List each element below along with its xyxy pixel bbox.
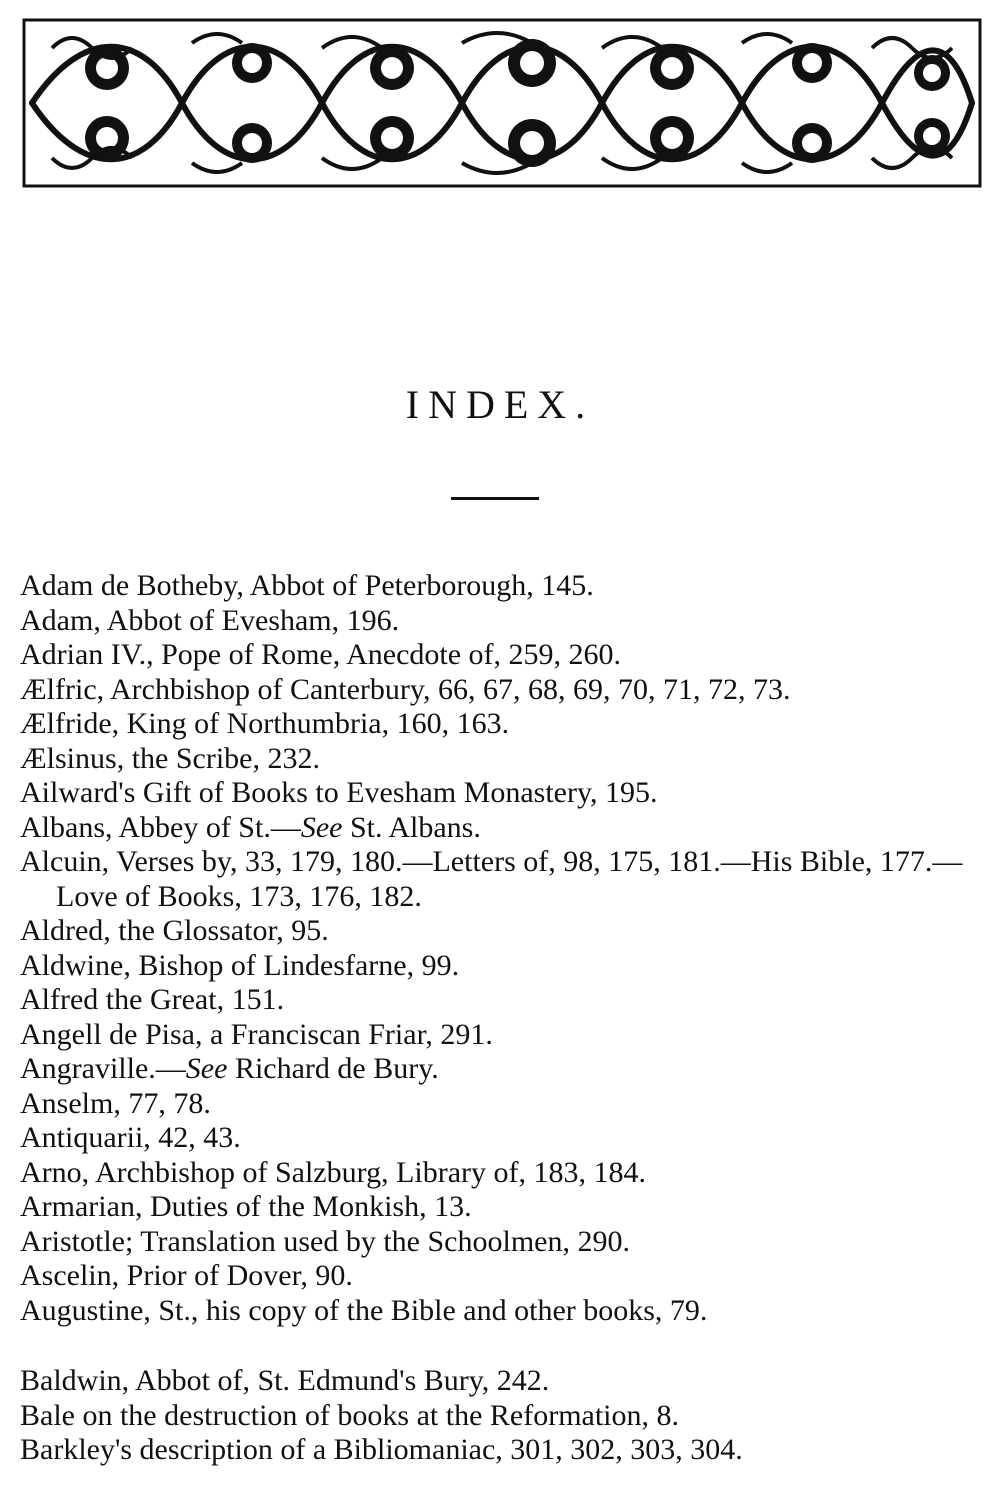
- index-entry: [20, 811, 985, 846]
- entry-text: St. Albans.: [342, 810, 481, 844]
- see-reference: See: [185, 1052, 228, 1085]
- index-entries: [20, 569, 985, 1468]
- see-reference: See: [300, 810, 343, 844]
- entry-text: Richard de Bury.: [227, 1052, 439, 1085]
- index-entry: Adam de Botheby, Abbot of Peterborough, 145.: [20, 569, 594, 602]
- index-entry: Baldwin, Abbot of, St. Edmund's Bury, 242.: [20, 1364, 550, 1397]
- ornamental-headpiece: [22, 18, 982, 188]
- page-title: INDEX.: [405, 382, 595, 427]
- index-entry: Armarian, Duties of the Monkish, 13.: [20, 1190, 472, 1223]
- index-entry: Aristotle; Translation used by the Schoolmen, 290.: [20, 1224, 630, 1258]
- index-entry: Alfred the Great, 151.: [20, 983, 285, 1016]
- index-entry: Ailward's Gift of Books to Evesham Monastery, 195.: [20, 776, 658, 809]
- index-entry: Ælfric, Archbishop of Canterbury, 66, 67, 68, 69, 70, 71, 72, 73.: [20, 672, 791, 706]
- index-entry: Antiquarii, 42, 43.: [20, 1121, 241, 1154]
- index-entry: Ælfride, King of Northumbria, 160, 163.: [20, 707, 510, 740]
- index-entry: Angell de Pisa, a Franciscan Friar, 291.: [20, 1017, 493, 1051]
- index-entry: Ascelin, Prior of Dover, 90.: [20, 1259, 353, 1292]
- group-separator: [20, 1328, 985, 1364]
- index-entry: Arno, Archbishop of Salzburg, Library of, 183, 184.: [20, 1155, 647, 1189]
- entry-text: Angraville.—: [20, 1052, 186, 1085]
- index-entry: Aldwine, Bishop of Lindesfarne, 99.: [20, 948, 460, 982]
- index-entry: Adrian IV., Pope of Rome, Anecdote of, 259, 260.: [20, 638, 622, 671]
- entry-text: Albans, Abbey of St.—: [20, 810, 301, 844]
- index-entry: Barkley's description of a Bibliomaniac, 301, 302, 303, 304.: [20, 1433, 743, 1466]
- index-entry: Adam, Abbot of Evesham, 196.: [20, 603, 400, 637]
- index-entry: Ælsinus, the Scribe, 232.: [20, 741, 320, 775]
- title-rule: [451, 497, 539, 500]
- index-entry: Aldred, the Glossator, 95.: [20, 914, 329, 947]
- index-entry: Augustine, St., his copy of the Bible and other books, 79.: [20, 1293, 708, 1327]
- index-entry: Alcuin, Verses by, 33, 179, 180.—Letters of, 98, 175, 181.—His Bible, 177.—Love of Books, 173, 176, 182.: [20, 845, 963, 913]
- index-entry: Anselm, 77, 78.: [20, 1086, 211, 1120]
- index-entry: Bale on the destruction of books at the Reformation, 8.: [20, 1398, 680, 1432]
- index-entry: [20, 1052, 985, 1087]
- floral-scroll-icon: [22, 18, 982, 188]
